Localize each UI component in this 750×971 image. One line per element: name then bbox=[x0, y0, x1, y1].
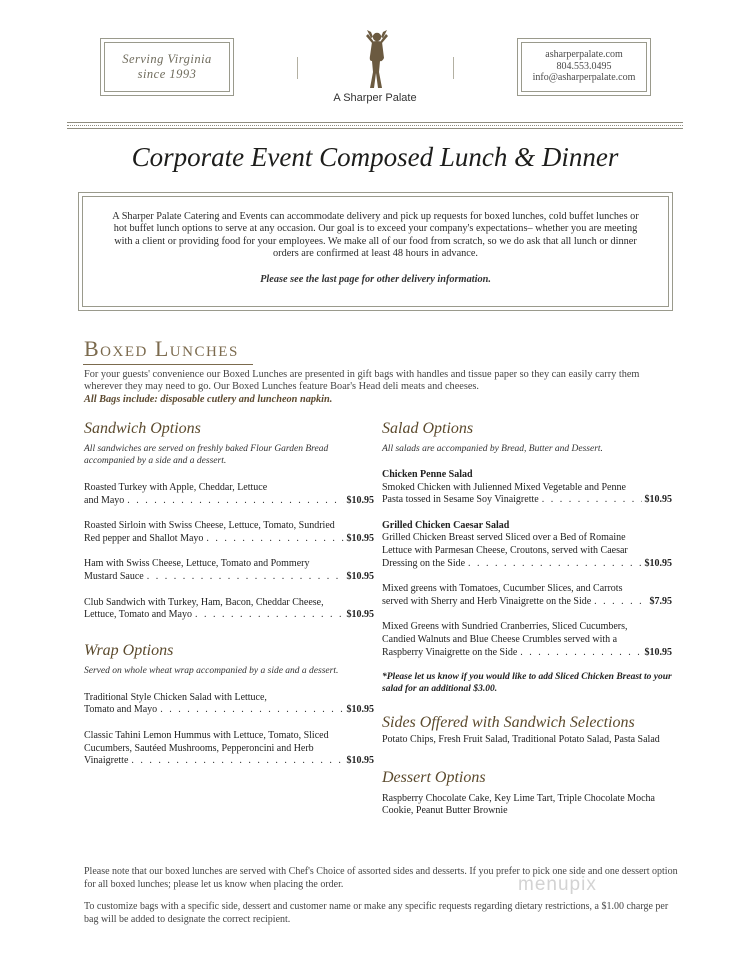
dessert-options-heading: Dessert Options bbox=[382, 768, 486, 786]
menu-item bbox=[382, 469, 672, 507]
watermark: menupix bbox=[518, 874, 597, 895]
menu-item-desc: Pasta tossed in Sesame Soy Vinaigrette bbox=[382, 494, 539, 506]
menu-item-desc: and Mayo bbox=[84, 494, 125, 506]
menu-item bbox=[84, 520, 374, 545]
menu-item bbox=[382, 621, 672, 659]
menu-item bbox=[382, 583, 672, 608]
menu-item bbox=[84, 482, 374, 507]
contact-box bbox=[521, 42, 647, 92]
menu-item-desc: Lettuce with Parmesan Cheese, Croutons, served with Caesar bbox=[382, 544, 628, 556]
menu-item-desc: Raspberry Vinaigrette on the Side bbox=[382, 646, 518, 658]
menu-item bbox=[382, 520, 672, 570]
sandwich-options-sub: All sandwiches are served on freshly baked Flour Garden Bread accompanied by a side and a dessert. bbox=[84, 444, 329, 466]
footer-note-sides: Please note that our boxed lunches are served with Chef's Choice of assorted sides and desserts. If you prefer to pick one side and one dessert option for all boxed lunches; please let us know when placing the order. bbox=[84, 866, 678, 890]
since-line: since 1993 bbox=[137, 67, 197, 81]
phone-text[interactable]: 804.553.0495 bbox=[556, 60, 612, 72]
dessert-text: Raspberry Chocolate Cake, Key Lime Tart, Triple Chocolate Mocha Cookie, Peanut Butter Brownie bbox=[382, 792, 655, 817]
salad-options-heading: Salad Options bbox=[382, 420, 474, 437]
menu-item-desc: Mixed Greens with Sundried Cranberries, Sliced Cucumbers, bbox=[382, 621, 628, 633]
menu-item-price: $10.95 bbox=[346, 532, 374, 544]
menu-item-desc: served with Sherry and Herb Vinaigrette on the Side bbox=[382, 595, 592, 607]
menu-item-desc: Ham with Swiss Cheese, Lettuce, Tomato and Pommery bbox=[84, 558, 310, 570]
menu-item-price: $10.95 bbox=[346, 570, 374, 582]
menu-item-desc: Roasted Sirloin with Swiss Cheese, Lettuce, Tomato, Sundried bbox=[84, 520, 335, 532]
menu-item-price: $10.95 bbox=[346, 494, 374, 506]
salad-options-sub: All salads are accompanied by Bread, Butter and Dessert. bbox=[382, 444, 603, 454]
menu-item-desc: Red pepper and Shallot Mayo bbox=[84, 532, 204, 544]
menu-item-desc: Grilled Chicken Breast served Sliced over a Bed of Romaine bbox=[382, 532, 626, 544]
menu-item-desc: Club Sandwich with Turkey, Ham, Bacon, Cheddar Cheese, bbox=[84, 596, 324, 608]
menu-item-price: $10.95 bbox=[346, 704, 374, 716]
wrap-options-heading: Wrap Options bbox=[84, 641, 174, 659]
menu-item-desc: Traditional Style Chicken Salad with Lettuce, bbox=[84, 691, 267, 703]
menu-item-desc: Dressing on the Side bbox=[382, 557, 466, 569]
menu-item-price: $10.95 bbox=[346, 755, 374, 767]
bags-include-note: All Bags include: disposable cutlery and luncheon napkin. bbox=[84, 393, 333, 405]
boxed-description bbox=[84, 369, 674, 406]
menu-item-price: $10.95 bbox=[346, 609, 374, 621]
menu-item-desc: Mixed greens with Tomatoes, Cucumber Slices, and Carrots bbox=[382, 583, 623, 595]
chef-figure-icon bbox=[363, 28, 391, 90]
page-title: Corporate Event Composed Lunch & Dinner bbox=[131, 142, 619, 172]
website-text[interactable]: asharperpalate.com bbox=[545, 49, 623, 60]
brand-name: A Sharper Palate bbox=[333, 92, 417, 104]
header-divider-left bbox=[297, 57, 298, 79]
menu-item-desc: Candied Walnuts and Blue Cheese Crumbles served with a bbox=[382, 633, 618, 645]
boxed-description-text: For your guests' convenience our Boxed Lunches are presented in gift bags with handles and tissue paper so they can easily carry them wherever they may need to go. Our Boxed Lunches feature Boar's Head deli meats and cheeses. bbox=[84, 369, 640, 393]
boxed-heading-underline bbox=[83, 364, 253, 365]
intro-box bbox=[82, 196, 669, 307]
serving-since-badge bbox=[104, 42, 230, 92]
header-rule bbox=[67, 122, 683, 128]
menu-item bbox=[84, 692, 374, 717]
intro-text: A Sharper Palate Catering and Events can accommodate delivery and pick up requests for boxed lunches, cold buffet lunches or hot buffet lunch options to serve at any occasion. Our goal is to exceed your company's expectations– whether you are meeting with a client or providing food for your employees. We make all of our food from scratch, so we do ask that all lunch or dinner orders are confirmed at least 48 hours in advance. bbox=[112, 211, 639, 259]
wrap-options-sub: Served on whole wheat wrap accompanied by a side and a dessert. bbox=[84, 665, 339, 676]
right-column bbox=[382, 420, 672, 818]
menu-item bbox=[84, 730, 374, 768]
sides-text: Potato Chips, Fresh Fruit Salad, Traditional Potato Salad, Pasta Salad bbox=[382, 734, 660, 746]
menu-item-desc: Mustard Sauce bbox=[84, 570, 144, 582]
menu-item-desc: Lettuce, Tomato and Mayo bbox=[84, 609, 192, 621]
menu-item-price: $10.95 bbox=[644, 494, 672, 506]
menu-item-price: $10.95 bbox=[644, 557, 672, 569]
serving-line: Serving Virginia bbox=[122, 52, 212, 66]
menu-item-price: $7.95 bbox=[649, 595, 672, 607]
menu-item-desc: Smoked Chicken with Julienned Mixed Vegetable and Penne bbox=[382, 481, 626, 493]
left-column bbox=[84, 420, 374, 768]
menu-item bbox=[84, 597, 374, 622]
intro-note: Please see the last page for other delivery information. bbox=[260, 274, 491, 286]
sides-heading: Sides Offered with Sandwich Selections bbox=[382, 714, 635, 732]
menu-item-desc: Roasted Turkey with Apple, Cheddar, Lettuce bbox=[84, 482, 268, 493]
menu-item-name: Chicken Penne Salad bbox=[382, 469, 473, 480]
menu-item bbox=[84, 558, 374, 583]
email-text[interactable]: info@asharperpalate.com bbox=[532, 72, 636, 83]
boxed-lunches-heading: Boxed Lunches bbox=[84, 336, 239, 361]
salad-add-chicken-note: *Please let us know if you would like to add Sliced Chicken Breast to your salad for an additional $3.00. bbox=[382, 672, 672, 695]
footer-note-customize: To customize bags with a specific side, dessert and customer name or make any specific requests regarding dietary restrictions, a $1.00 charge per bag will be added to designate the correct recipient. bbox=[84, 901, 669, 925]
menu-item-desc: Cucumbers, Sautéed Mushrooms, Pepperoncini and Herb bbox=[84, 742, 314, 754]
menu-item-desc: Classic Tahini Lemon Hummus with Lettuce, Tomato, Sliced bbox=[84, 729, 329, 741]
menu-item-name: Grilled Chicken Caesar Salad bbox=[382, 519, 510, 531]
header-divider-right bbox=[453, 57, 454, 79]
menu-item-desc: Vinaigrette bbox=[84, 755, 129, 767]
menu-item-desc: Tomato and Mayo bbox=[84, 704, 158, 716]
menu-item-price: $10.95 bbox=[644, 646, 672, 658]
sandwich-options-heading: Sandwich Options bbox=[84, 420, 201, 437]
